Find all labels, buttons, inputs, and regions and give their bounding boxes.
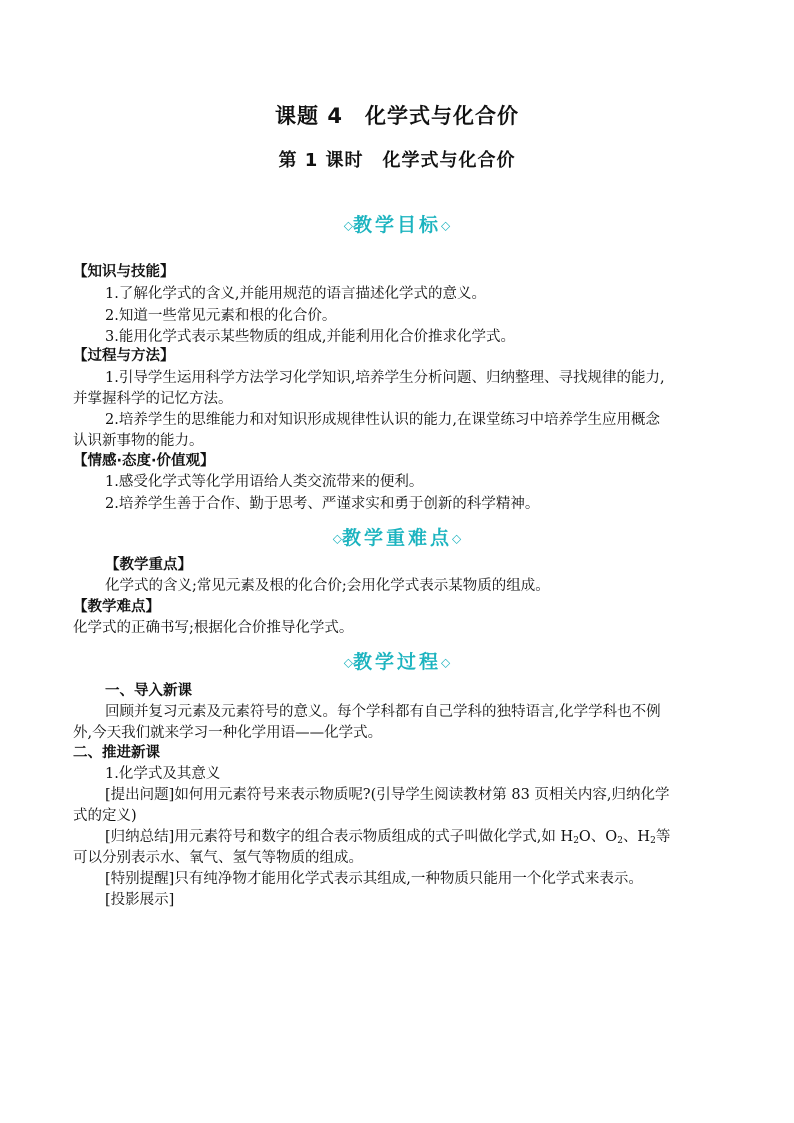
diamond-icon: ◇ <box>441 218 451 233</box>
knowledge-item: 3.能用化学式表示某些物质的组成,并能利用化合价推求化学式。 <box>105 329 515 345</box>
subscript: 2 <box>617 836 623 846</box>
banner-objectives <box>0 210 794 237</box>
emotion-item: 2.培养学生善于合作、勤于思考、严谨求实和勇于创新的科学精神。 <box>105 496 540 512</box>
summary-suffix: 等 <box>655 829 671 845</box>
knowledge-item: 1.了解化学式的含义,并能用规范的语言描述化学式的意义。 <box>105 286 486 302</box>
process-method-item: 2.培养学生的思维能力和对知识形成规律性认识的能力,在课堂练习中培养学生应用概念 <box>105 412 660 428</box>
summary-text-cont: 可以分别表示水、氧气、氢气等物质的组成。 <box>73 850 363 866</box>
focus-heading: 【教学重点】 <box>105 557 192 573</box>
emotion-heading: 【情感·态度·价值观】 <box>73 453 215 469</box>
diamond-icon: ◇ <box>452 531 462 546</box>
process-method-heading: 【过程与方法】 <box>73 348 175 364</box>
banner-key-points <box>0 523 794 550</box>
process-method-item-cont: 并掌握科学的记忆方法。 <box>73 391 233 407</box>
projection-label: [投影展示] <box>105 892 175 908</box>
step1-text: 回顾并复习元素及元素符号的意义。每个学科都有自己学科的独特语言,化学学科也不例 <box>105 704 661 720</box>
step1-heading: 一、导入新课 <box>105 683 192 699</box>
subsection-title: 1.化学式及其意义 <box>105 766 221 782</box>
summary-mid: O、O <box>578 829 618 845</box>
step1-text-cont: 外,今天我们就来学习一种化学用语——化学式。 <box>73 725 383 741</box>
difficulty-heading: 【教学难点】 <box>73 599 160 615</box>
lesson-title: 课题 4 化学式与化合价 <box>275 104 519 128</box>
question-text-cont: 式的定义) <box>73 808 137 824</box>
lesson-subtitle: 第 1 课时 化学式与化合价 <box>278 150 516 171</box>
step2-heading: 二、推进新课 <box>73 745 160 761</box>
process-method-item-cont: 认识新事物的能力。 <box>73 433 204 449</box>
knowledge-heading: 【知识与技能】 <box>73 264 175 280</box>
focus-text: 化学式的含义;常见元素及根的化合价;会用化学式表示某物质的组成。 <box>105 578 550 594</box>
summary-mid: 、H <box>622 829 651 845</box>
banner-process-text: 教学过程 <box>352 651 441 673</box>
difficulty-text: 化学式的正确书写;根据化合价推导化学式。 <box>73 620 354 636</box>
subscript: 2 <box>573 836 579 846</box>
banner-process <box>0 647 794 674</box>
banner-objectives-text: 教学目标 <box>352 214 441 236</box>
knowledge-item: 2.知道一些常见元素和根的化合价。 <box>105 308 337 324</box>
diamond-icon: ◇ <box>343 218 353 233</box>
diamond-icon: ◇ <box>441 655 451 670</box>
summary-prefix: [归纳总结]用元素符号和数字的组合表示物质组成的式子叫做化学式,如 H <box>105 829 574 845</box>
banner-key-points-text: 教学重难点 <box>341 527 452 549</box>
process-method-item: 1.引导学生运用科学方法学习化学知识,培养学生分析问题、归纳整理、寻找规律的能力, <box>105 370 665 386</box>
question-text: [提出问题]如何用元素符号来表示物质呢?(引导学生阅读教材第 83 页相关内容,归纳化学 <box>105 787 670 803</box>
subscript: 2 <box>650 836 656 846</box>
reminder-text: [特别提醒]只有纯净物才能用化学式表示其组成,一种物质只能用一个化学式来表示。 <box>105 871 643 887</box>
emotion-item: 1.感受化学式等化学用语给人类交流带来的便利。 <box>105 474 424 490</box>
diamond-icon: ◇ <box>332 531 342 546</box>
diamond-icon: ◇ <box>343 655 353 670</box>
